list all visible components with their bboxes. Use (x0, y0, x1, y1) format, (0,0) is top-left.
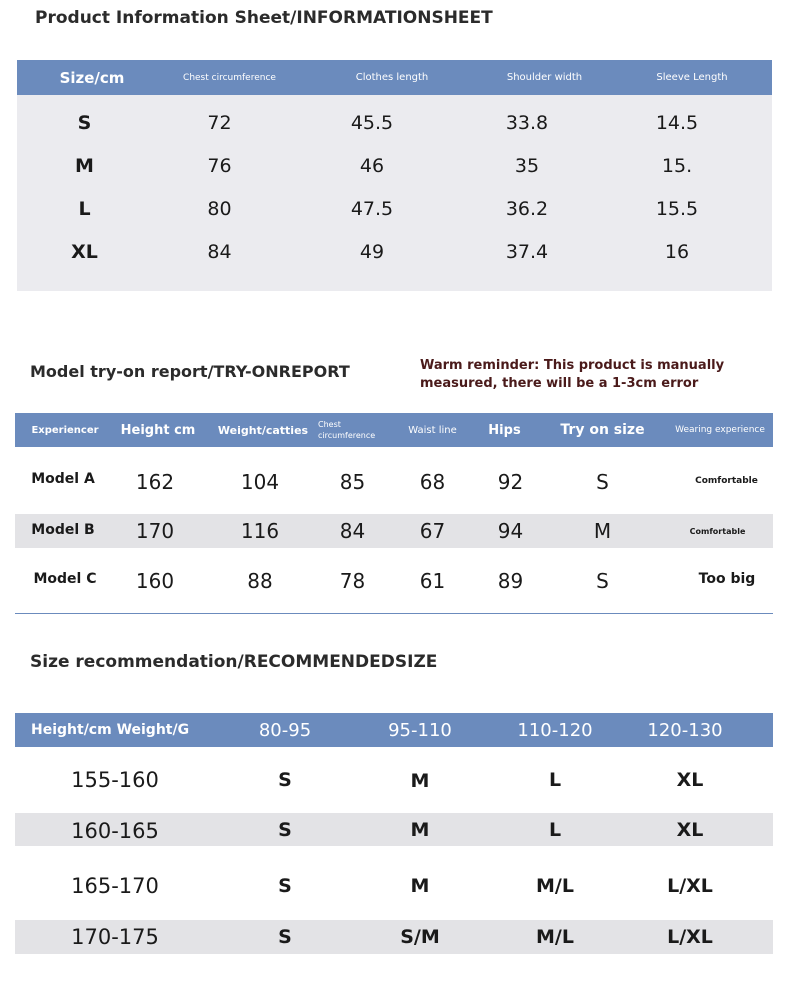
table-row (17, 234, 772, 270)
sleeve-cell: 15. (661, 155, 693, 177)
header-height-weight: Height/cm Weight/G (31, 722, 190, 738)
size-cell: S (278, 769, 292, 791)
shoulder-cell: 35 (514, 155, 540, 177)
size-cell: XL (676, 769, 704, 791)
length-cell: 47.5 (350, 198, 394, 220)
recommend-row (15, 813, 773, 846)
header-shoulder: Shoulder width (506, 72, 583, 83)
chest-cell: 84 (207, 241, 232, 263)
shoulder-cell: 33.8 (505, 112, 549, 134)
try-on-row (15, 462, 773, 502)
size-cell: L (78, 198, 91, 220)
warm-reminder (420, 357, 724, 393)
table-row (17, 148, 772, 184)
header-weight-range-2: 95-110 (388, 719, 452, 741)
experiencer-cell: Model C (33, 571, 97, 587)
header-experiencer: Experiencer (31, 424, 99, 436)
try-on-row (15, 514, 773, 548)
recommend-row (15, 866, 773, 906)
height-cell: 160 (135, 569, 175, 593)
hips-cell: 94 (497, 519, 524, 543)
table-row (17, 105, 772, 141)
table-row (17, 191, 772, 227)
header-try-on-size: Try on size (560, 422, 645, 438)
reminder-line-2: measured, there will be a 1-3cm error (420, 376, 699, 391)
height-range-cell: 160-165 (71, 818, 159, 843)
chest-cell: 84 (339, 519, 366, 543)
product-info-header-row (17, 60, 772, 95)
chest-cell: 76 (207, 155, 232, 177)
chest-cell: 78 (339, 569, 366, 593)
header-wearing-experience: Wearing experience (675, 425, 765, 435)
chest-cell: 80 (207, 198, 232, 220)
height-range-cell: 165-170 (71, 874, 159, 898)
weight-cell: 104 (240, 470, 280, 494)
wearing-experience-cell: Comfortable (689, 526, 746, 536)
length-cell: 49 (359, 241, 385, 263)
experiencer-cell: Model A (31, 471, 95, 487)
size-cell: M/L (536, 926, 574, 948)
size-cell: XL (676, 818, 704, 841)
sleeve-cell: 16 (664, 241, 690, 263)
try-on-row (15, 562, 773, 600)
size-cell: L/XL (667, 875, 713, 897)
waist-cell: 67 (419, 519, 446, 543)
weight-cell: 88 (247, 569, 273, 593)
size-cell: M (75, 155, 94, 177)
sleeve-cell: 15.5 (655, 198, 699, 220)
hips-cell: 89 (497, 569, 524, 593)
hips-cell: 92 (497, 470, 524, 494)
size-cell: M (410, 770, 430, 792)
recommend-row (15, 760, 773, 800)
height-range-cell: 170-175 (71, 925, 159, 949)
size-cell: S (278, 875, 292, 897)
try-on-title: Model try-on report/TRY-ONREPORT (30, 362, 350, 381)
recommend-row (15, 920, 773, 954)
chest-cell: 72 (207, 112, 232, 134)
header-chest: Chest circumference (183, 72, 276, 83)
waist-cell: 61 (419, 569, 446, 593)
size-cell: M (410, 818, 430, 841)
size-cell: S (77, 112, 92, 134)
header-height: Height cm (120, 422, 196, 438)
shoulder-cell: 36.2 (505, 198, 549, 220)
try-on-size-cell: M (593, 519, 612, 543)
experiencer-cell: Model B (31, 522, 95, 538)
height-cell: 170 (135, 519, 175, 543)
height-range-cell: 155-160 (71, 768, 159, 792)
header-weight: Weight/catties (217, 423, 309, 437)
length-cell: 45.5 (350, 112, 394, 134)
wearing-experience-cell: Too big (698, 571, 756, 587)
recommend-header-row (15, 713, 773, 747)
length-cell: 46 (359, 155, 385, 177)
try-on-bottom-divider (15, 613, 773, 614)
header-weight-range-4: 120-130 (647, 719, 723, 741)
waist-cell: 68 (419, 470, 446, 494)
product-info-title: Product Information Sheet/INFORMATIONSHEET (35, 8, 493, 28)
try-on-header-row (15, 413, 773, 447)
header-hips: Hips (488, 422, 521, 438)
wearing-experience-cell: Comfortable (695, 476, 758, 486)
size-cell: S (278, 818, 292, 841)
header-weight-range-1: 80-95 (258, 719, 312, 741)
header-weight-range-3: 110-120 (517, 719, 593, 741)
sleeve-cell: 14.5 (655, 112, 699, 134)
header-chest: Chest circumference (318, 420, 376, 440)
header-clothes-length: Clothes length (355, 72, 429, 83)
size-cell: L/XL (667, 926, 713, 948)
try-on-size-cell: S (596, 470, 609, 494)
shoulder-cell: 37.4 (505, 241, 549, 263)
weight-cell: 116 (240, 519, 280, 543)
size-cell: M/L (536, 875, 574, 897)
size-cell: XL (71, 241, 98, 263)
height-cell: 162 (135, 470, 175, 494)
header-size: Size/cm (59, 68, 125, 87)
product-info-table (17, 60, 772, 291)
recommend-title: Size recommendation/RECOMMENDEDSIZE (30, 652, 438, 672)
size-cell: L (548, 769, 562, 791)
header-waist: Waist line (408, 424, 457, 436)
chest-cell: 85 (339, 470, 366, 494)
try-on-size-cell: S (596, 569, 609, 593)
reminder-line-1: Warm reminder: This product is manually (420, 358, 725, 373)
size-cell: L (548, 818, 562, 841)
size-cell: M (410, 875, 430, 897)
size-cell: S/M (400, 926, 440, 948)
size-cell: S (278, 926, 292, 948)
header-sleeve: Sleeve Length (656, 72, 728, 83)
